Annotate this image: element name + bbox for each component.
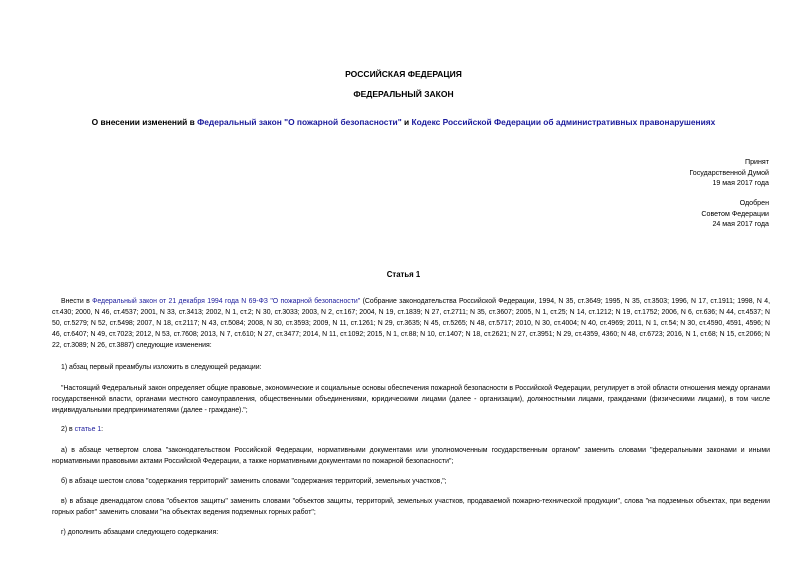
title-link-fire-safety-law[interactable]: Федеральный закон "О пожарной безопасности" bbox=[197, 117, 402, 127]
item-2b: б) в абзаце шестом слова "содержания территорий" заменить словами "содержания территорий, земельных участков,"; bbox=[61, 478, 447, 485]
item-2-link-article-1[interactable]: статье 1 bbox=[74, 426, 102, 433]
intro-link-fire-safety-law[interactable]: Федеральный закон от 21 декабря 1994 года N 69-ФЗ "О пожарной безопасности" bbox=[92, 298, 361, 305]
article-intro bbox=[52, 296, 770, 351]
article-heading: Статья 1 bbox=[386, 270, 421, 279]
item-2-suffix: : bbox=[101, 426, 104, 433]
item-2d: г) дополнить абзацами следующего содержания: bbox=[61, 529, 219, 536]
item-1: 1) абзац первый преамбулы изложить в следующей редакции: bbox=[61, 364, 262, 371]
adoption-approved-block bbox=[701, 198, 769, 230]
item-2c: в) в абзаце двенадцатом слова "объектов защиты" заменить словами "объектов защиты, территорий, земельных участков, продаваемой пожарно-технической продукции", слова "на подземных объектах, при ведении горных работ" заменить словами "на объектах ведения подземных горных работ"; bbox=[52, 498, 770, 517]
title-middle: и bbox=[401, 117, 412, 127]
accepted-line: Государственной Думой bbox=[689, 168, 769, 177]
item-2-prefix: 2) в bbox=[61, 426, 75, 433]
law-title bbox=[0, 117, 807, 127]
law-type-heading: ФЕДЕРАЛЬНЫЙ ЗАКОН bbox=[353, 89, 454, 99]
item-2a: а) в абзаце четвертом слова "законодательством Российской Федерации, нормативными документами или уполномоченным государственным органом" заменить словами "федеральными законами и иными нормативными правовыми актами Российской Федерации, а также нормативными документами по пожарной безопасности"; bbox=[52, 447, 770, 466]
country-heading: РОССИЙСКАЯ ФЕДЕРАЦИЯ bbox=[345, 69, 462, 79]
adoption-accepted-block bbox=[689, 157, 769, 189]
intro-rest: (Собрание законодательства Российской Федерации, 1994, N 35, ст.3649; 1995, N 35, ст.3503; 1996, N 17, ст.1911; 1998, N 4, ст.430; 2000, N 46, ст.4537; 2001, N 33, ст.3413; 2002, N 1, ст.2; N 30, ст.3033; 2003, N 2, ст.167; 2004, N 19, ст.1839; N 27, ст.2711; N 35, ст.3607; 2005, N 1, ст.25; N 14, ст.1212; N 19, ст.1752; 2006, N 6, ст.636; N 44, ст.4537; N 50, ст.5279; N 52, ст.5498; 2007, N 18, ст.2117; N 43, ст.5084; 2008, N 30, ст.3593; 2009, N 11, ст.1261; N 29, ст.3635; N 45, ст.5265; N 48, ст.5717; 2010, N 30, ст.4004; N 40, ст.4969; 2011, N 1, ст.54; N 30, ст.4590, 4591, 4596; N 46, ст.6407; N 49, ст.7023; 2012, N 53, ст.7608; 2013, N 7, ст.610; N 27, ст.3477; 2014, N 11, ст.1092; 2015, N 1, ст.88; N 10, ст.1407; N 18, ст.2621; N 27, ст.3951; N 29, ст.4359, 4360; N 48, ст.6723; 2016, N 1, ст.68; N 15, ст.2066; N 22, ст.3089; N 26, ст.3887) следующие изменения: bbox=[52, 298, 770, 350]
intro-prefix: Внести в bbox=[61, 298, 93, 305]
approved-line: Советом Федерации bbox=[701, 209, 769, 218]
item-2 bbox=[52, 424, 770, 435]
accepted-line: Принят bbox=[744, 158, 769, 166]
title-prefix: О внесении изменений в bbox=[91, 117, 198, 127]
approved-line: 24 мая 2017 года bbox=[712, 220, 769, 229]
item-1-quote: "Настоящий Федеральный закон определяет общие правовые, экономические и социальные основы обеспечения пожарной безопасности в Российской Федерации, регулирует в этой области отношения между органами государственной власти, органами местного самоуправления, общественными объединениями, юридическими лицами (далее - организации), должностными лицами, гражданами (физическими лицами), в том числе индивидуальными предпринимателями (далее - граждане)."; bbox=[52, 385, 770, 415]
accepted-line: 19 мая 2017 года bbox=[712, 179, 769, 188]
title-link-admin-code[interactable]: Кодекс Российской Федерации об административных правонарушениях bbox=[411, 117, 716, 127]
approved-line: Одобрен bbox=[739, 199, 769, 207]
